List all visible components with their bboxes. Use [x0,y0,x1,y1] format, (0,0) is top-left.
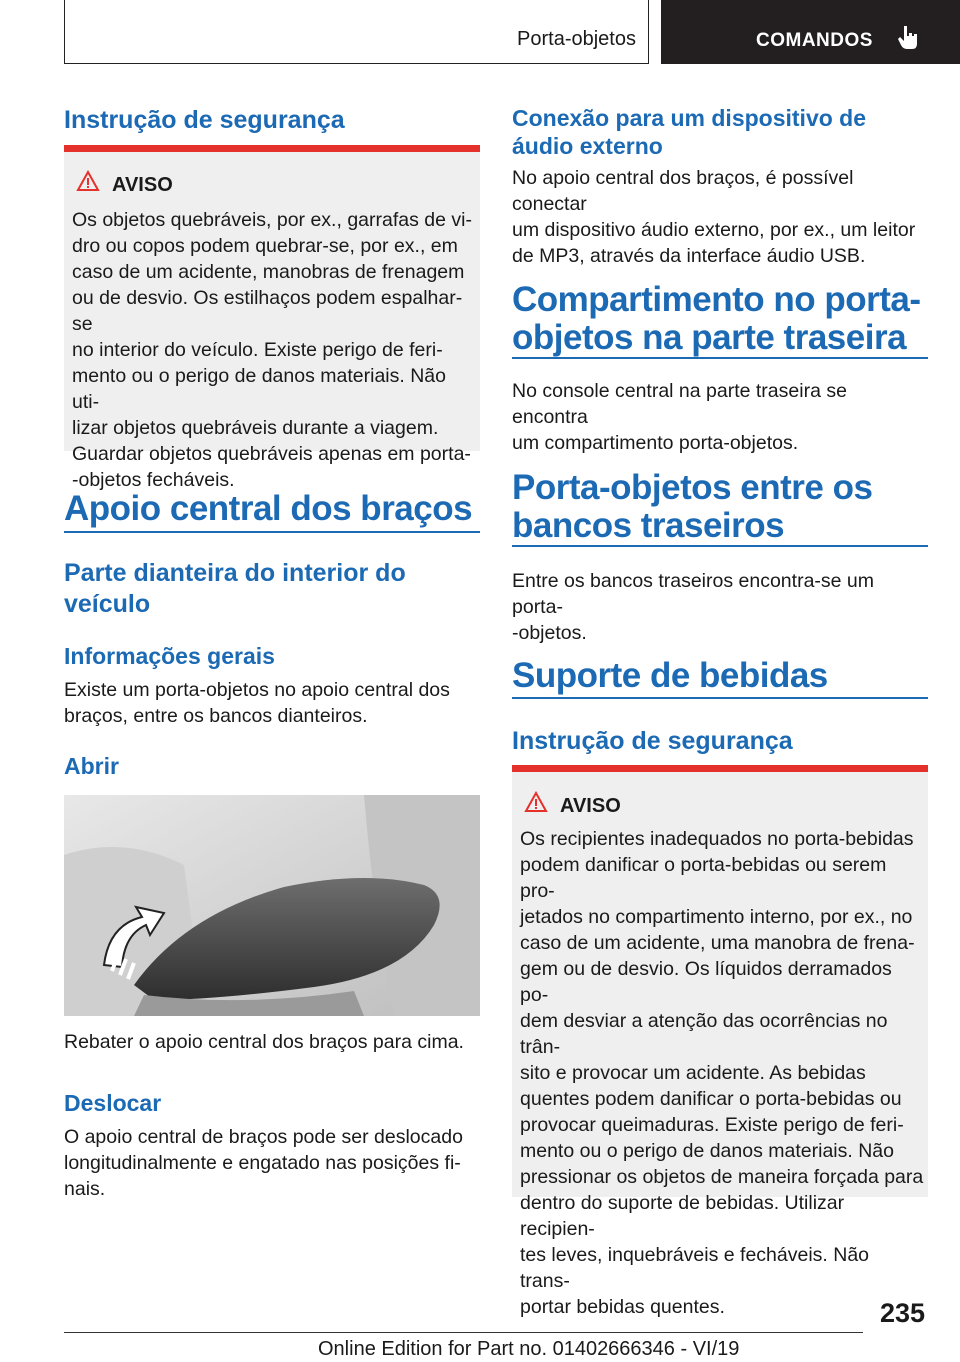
text-line: braços, entre os bancos dianteiros. [64,705,368,727]
cup-holder-title: Suporte de bebidas [512,656,828,695]
text-line: No console central na parte traseira se encontra [512,380,847,428]
header-section-title: Porta-objetos [517,28,636,50]
move-text [64,1124,480,1202]
warning-line: Os recipientes inadequados no porta-bebidas [520,828,914,850]
between-seats-title [512,469,872,545]
warning-line: gem ou de desvio. Os líquidos derramados po- [520,958,892,1006]
between-seats-text [512,568,928,646]
text-line: um dispositivo áudio externo, por ex., um leitor [512,219,916,241]
warning-line: lizar objetos quebráveis durante a viagem. [72,417,439,439]
text-line: um compartimento porta-objetos. [512,432,799,454]
text-line: Entre os bancos traseiros encontra-se um porta- [512,570,875,618]
front-interior-title [64,558,406,620]
warning-line: dentro do suporte de bebidas. Utilizar recipien- [520,1192,845,1240]
title-line: veículo [64,590,151,618]
audio-title [512,104,866,160]
title-line: objetos na parte traseira [512,318,907,357]
warning-line: caso de um acidente, uma manobra de frena- [520,932,915,954]
footer-rule [64,1332,863,1333]
pointing-hand-icon [895,24,921,55]
warning-line: jetados no compartimento interno, por ex., no [520,906,913,928]
warning-bar [64,145,480,152]
open-caption: Rebater o apoio central dos braços para cima. [64,1031,464,1053]
section-rule [512,697,928,699]
warning-line: Os objetos quebráveis, por ex., garrafas de vi- [72,209,472,231]
section-rule [64,531,480,533]
warning-line: sito e provocar um acidente. As bebidas [520,1062,866,1084]
warning-line: -objetos fecháveis. [72,469,235,491]
text-line: Existe um porta-objetos no apoio central dos [64,679,450,701]
header-chapter-tab [661,0,960,64]
title-line: Parte dianteira do interior do [64,559,406,587]
rear-compartment-title [512,281,920,357]
warning-line: caso de um acidente, manobras de frenagem [72,261,465,283]
header-chapter-label: COMANDOS [756,30,873,51]
general-info-title: Informações gerais [64,643,275,669]
warning-line: Guardar objetos quebráveis apenas em porta- [72,443,471,465]
text-line: de MP3, através da interface áudio USB. [512,245,866,267]
page-number: 235 [880,1298,926,1328]
warning-line: tes leves, inquebráveis e fecháveis. Não trans- [520,1244,870,1292]
title-line: Porta-objetos entre os [512,468,873,507]
text-line: -objetos. [512,622,587,644]
warning-line: dro ou copos podem quebrar-se, por ex., em [72,235,458,257]
text-line: nais. [64,1178,106,1200]
warning-box-fragile [64,145,480,491]
safety-heading-right: Instrução de segurança [512,727,793,755]
audio-text [512,165,928,269]
warning-line: podem danificar o porta-bebidas ou serem pro- [520,854,887,902]
warning-triangle-icon [524,791,548,818]
move-title: Deslocar [64,1090,162,1116]
warning-line: no interior do veículo. Existe perigo de feri- [72,339,443,361]
safety-heading-left: Instrução de segurança [64,106,345,134]
warning-line: dem desviar a atenção das ocorrências no trân- [520,1010,888,1058]
warning-line: provocar queimaduras. Existe perigo de feri- [520,1114,904,1136]
warning-line: mento ou o perigo de danos materiais. Não uti- [72,365,446,413]
title-line: Compartimento no porta- [512,280,921,319]
warning-text [72,207,476,493]
warning-line: mento ou o perigo de danos materiais. Não [520,1140,894,1162]
section-rule [512,357,928,359]
warning-line: ou de desvio. Os estilhaços podem espalhar-se [72,287,463,335]
warning-line: quentes podem danificar o porta-bebidas ou [520,1088,902,1110]
warning-line: pressionar os objetos de maneira forçada para [520,1166,924,1188]
text-line: No apoio central dos braços, é possível conectar [512,167,854,215]
open-title: Abrir [64,753,119,779]
warning-label: AVISO [112,174,173,196]
rear-compartment-text [512,378,928,456]
armrest-photo [64,795,480,1016]
footer-edition: Online Edition for Part no. 01402666346 - VI/19 [318,1338,740,1360]
text-line: O apoio central de braços pode ser deslocado [64,1126,463,1148]
warning-label: AVISO [560,795,621,817]
title-line: bancos traseiros [512,506,785,545]
title-line: áudio externo [512,133,663,159]
text-line: longitudinalmente e engatado nas posições fi- [64,1152,461,1174]
warning-text [520,826,924,1320]
warning-line: portar bebidas quentes. [520,1296,725,1318]
section-rule [512,545,928,547]
general-info-text [64,677,480,729]
warning-bar [512,765,928,772]
armrest-title: Apoio central dos braços [64,489,473,528]
warning-triangle-icon [76,170,100,197]
title-line: Conexão para um dispositivo de [512,105,867,131]
